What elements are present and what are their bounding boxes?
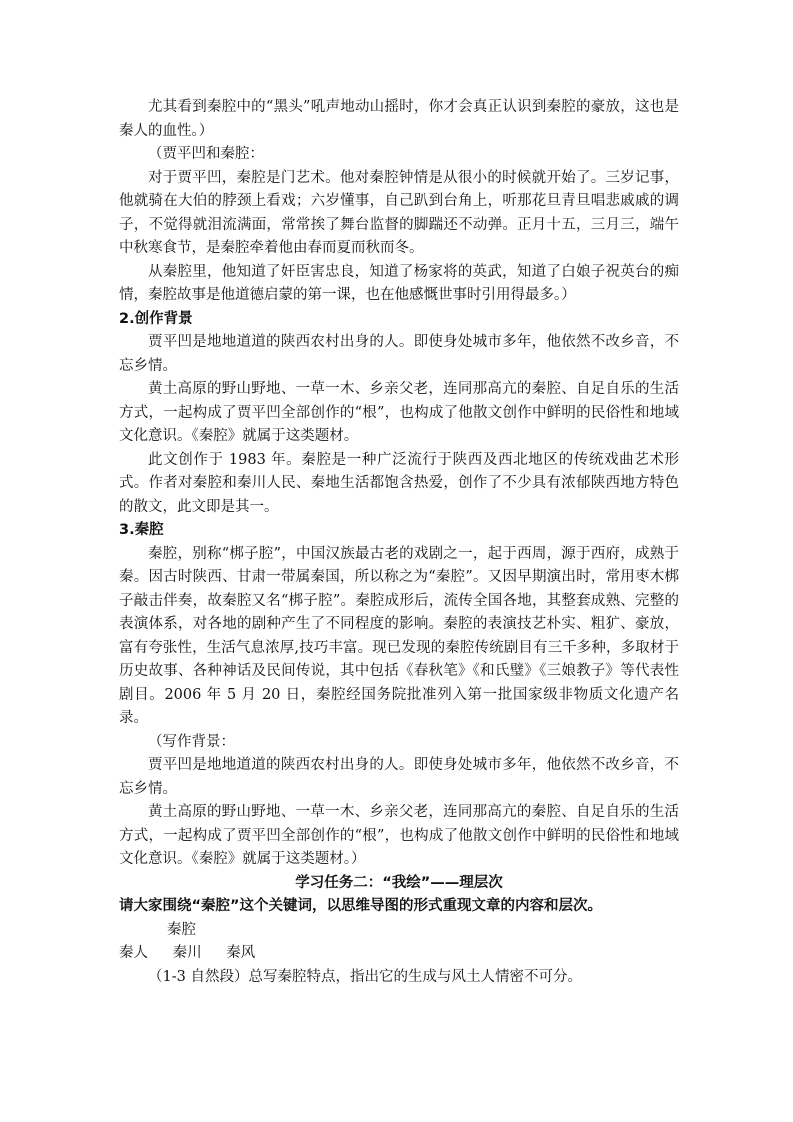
mindmap-branch: 秦风 bbox=[226, 945, 256, 961]
paragraph: 贾平凹是地地道道的陕西农村出身的人。即使身处城市多年，他依然不改乡音，不忘乡情。 bbox=[119, 334, 679, 374]
paragraph: 黄土高原的野山野地、一草一木、乡亲父老，连同那高亢的秦腔、自足自乐的生活方式，一起构成了贾平凹全部创作的“根”，也构成了他散文创作中鲜明的民俗性和地域文化意识。《秦腔》就属于这类题材。 bbox=[119, 381, 679, 444]
section-heading: 2.创作背景 bbox=[119, 310, 193, 327]
task-title: 学习任务二：“我绘”——理层次 bbox=[295, 874, 503, 891]
paragraph: 黄土高原的野山野地、一草一木、乡亲父老，连同那高亢的秦腔、自足自乐的生活方式，一起构成了贾平凹全部创作的“根”，也构成了他散文创作中鲜明的民俗性和地域文化意识。《秦腔》就属于这类题材。） bbox=[119, 804, 679, 867]
mindmap-branch: 秦川 bbox=[172, 945, 202, 961]
paragraph: 对于贾平凹，秦腔是门艺术。他对秦腔钟情是从很小的时候就开始了。三岁记事，他就骑在大伯的脖颈上看戏；六岁懂事，自己趴到台角上，听那花旦青旦唱悲戚戚的调子，不觉得就泪流满面，常常挨了舞台监督的脚踹还不动弹。正月十五，三月三，端午中秋寒食节，是秦腔牵着他由春而夏而秋而冬。 bbox=[119, 169, 679, 256]
paragraph: （写作背景： bbox=[148, 733, 235, 750]
paragraph: 秦腔，别称“梆子腔”，中国汉族最古老的戏剧之一，起于西周，源于西府，成熟于秦。因古时陕西、甘肃一带属秦国，所以称之为“秦腔”。又因早期演出时，常用枣木梆子敲击伴奏，故秦腔又名“梆子腔”。秦腔成形后，流传全国各地，其整套成熟、完整的表演体系，对各地的剧种产生了不同程度的影响。秦腔的表演技艺朴实、粗犷、豪放，富有夸张性，生活气息浓厚,技巧丰富。现已发现的秦腔传统剧目有三千多种，多取材于历史故事、各种神话及民间传说，其中包括《春秋笔》《和氏璧》《三娘教子》等代表性剧目。2006 年 5 月 20 日，秦腔经国务院批准列入第一批国家级非物质文化遗产名录。 bbox=[119, 545, 679, 726]
section-heading: 3.秦腔 bbox=[119, 522, 164, 538]
paragraph: 从秦腔里，他知道了奸臣害忠良，知道了杨家将的英武，知道了白娘子祝英台的痴情，秦腔故事是他道德启蒙的第一课，也在他感慨世事时引用得最多。） bbox=[119, 263, 679, 303]
paragraph: 此文创作于 1983 年。秦腔是一种广泛流行于陕西及西北地区的传统戏曲艺术形式。作者对秦腔和秦川人民、秦地生活都饱含热爱，创作了不少具有浓郁陕西地方特色的散文，此文即是其一。 bbox=[119, 451, 679, 515]
task-instruction: 请大家围绕“秦腔”这个关键词，以思维导图的形式重现文章的内容和层次。 bbox=[119, 898, 603, 914]
paragraph: 尤其看到秦腔中的“黑头”吼声地动山摇时，你才会真正认识到秦腔的豪放，这也是秦人的血性。） bbox=[119, 99, 679, 139]
mindmap-branches bbox=[119, 942, 679, 966]
mindmap-center-word: 秦腔 bbox=[167, 921, 196, 938]
paragraph: （贾平凹和秦腔： bbox=[148, 146, 264, 162]
paragraph: （1-3 自然段）总写秦腔特点，指出它的生成与风土人情密不可分。 bbox=[148, 968, 582, 985]
mindmap-branch: 秦人 bbox=[119, 945, 148, 961]
document-page bbox=[119, 96, 679, 989]
paragraph: 贾平凹是地地道道的陕西农村出身的人。即使身处城市多年，他依然不改乡音，不忘乡情。 bbox=[119, 757, 679, 797]
